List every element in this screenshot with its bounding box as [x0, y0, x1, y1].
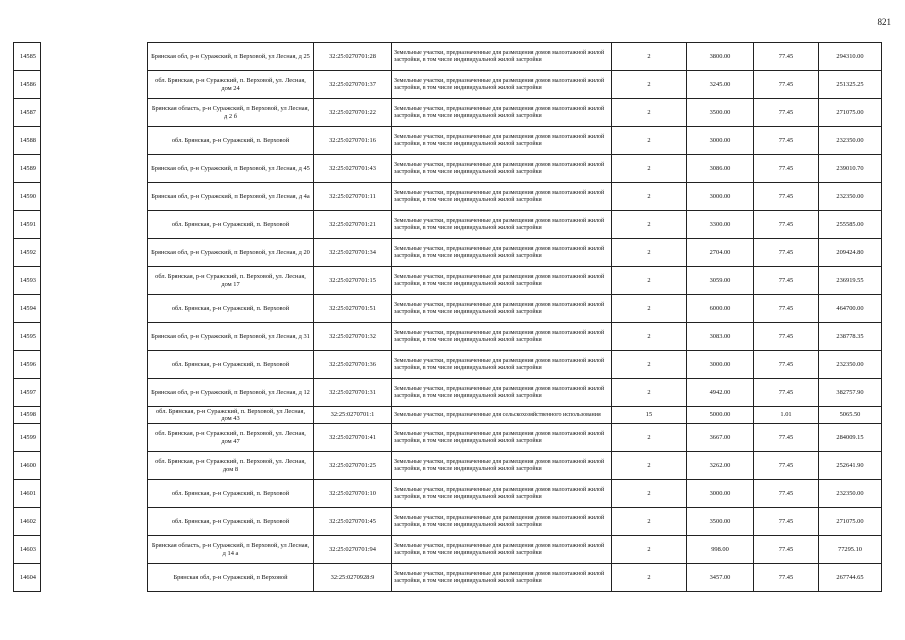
rate-cell: 77.45: [754, 155, 819, 183]
table-row: [14, 295, 882, 323]
spacer-cell: [41, 99, 148, 127]
rate-cell: 77.45: [754, 480, 819, 508]
area-cell: 6000.00: [687, 295, 754, 323]
parcel-number-cell: 14588: [14, 127, 41, 155]
table-row: [14, 267, 882, 295]
cadastral-value-cell: 209424.80: [819, 239, 882, 267]
land-use-cell: Земельные участки, предназначенные для размещения домов малоэтажной жилой застройки, в том числе индивидуальной жилой застройки: [392, 379, 612, 407]
area-cell: 4942.00: [687, 379, 754, 407]
spacer-cell: [41, 323, 148, 351]
area-cell: 3300.00: [687, 211, 754, 239]
address-cell: обл. Брянская, р-н Суражский, п. Верховой, ул Лесная, дом 43: [148, 407, 314, 424]
group-cell: 2: [612, 452, 687, 480]
cadastral-number-cell: 32:25:0270701:45: [314, 508, 392, 536]
area-cell: 3086.00: [687, 155, 754, 183]
table-row: [14, 424, 882, 452]
group-cell: 2: [612, 211, 687, 239]
address-cell: обл. Брянская, р-н Суражский, п. Верховой: [148, 351, 314, 379]
cadastral-value-cell: 239010.70: [819, 155, 882, 183]
cadastral-value-cell: 464700.00: [819, 295, 882, 323]
group-cell: 2: [612, 43, 687, 71]
parcel-number-cell: 14589: [14, 155, 41, 183]
parcel-number-cell: 14604: [14, 564, 41, 592]
address-cell: Брянская обл, р-н Суражский, п Верховой, ул Лесная, д 20: [148, 239, 314, 267]
group-cell: 2: [612, 564, 687, 592]
table-row: [14, 155, 882, 183]
cadastral-number-cell: 32:25:0270701:25: [314, 452, 392, 480]
rate-cell: 77.45: [754, 99, 819, 127]
area-cell: 3500.00: [687, 99, 754, 127]
parcel-number-cell: 14594: [14, 295, 41, 323]
group-cell: 2: [612, 127, 687, 155]
group-cell: 2: [612, 508, 687, 536]
group-cell: 2: [612, 424, 687, 452]
cadastral-number-cell: 32:25:0270701:15: [314, 267, 392, 295]
address-cell: Брянская область, р-н Суражский, п Верховой, ул Лесная, д 2 б: [148, 99, 314, 127]
cadastral-value-cell: 271075.00: [819, 99, 882, 127]
cadastral-value-cell: 294310.00: [819, 43, 882, 71]
spacer-cell: [41, 239, 148, 267]
group-cell: 2: [612, 536, 687, 564]
land-use-cell: Земельные участки, предназначенные для размещения домов малоэтажной жилой застройки, в том числе индивидуальной жилой застройки: [392, 536, 612, 564]
spacer-cell: [41, 155, 148, 183]
spacer-cell: [41, 211, 148, 239]
cadastral-value-cell: 232350.00: [819, 351, 882, 379]
table-row: [14, 43, 882, 71]
land-use-cell: Земельные участки, предназначенные для размещения домов малоэтажной жилой застройки, в том числе индивидуальной жилой застройки: [392, 267, 612, 295]
parcel-number-cell: 14599: [14, 424, 41, 452]
cadastral-value-cell: 251325.25: [819, 71, 882, 99]
cadastral-value-cell: 238778.35: [819, 323, 882, 351]
rate-cell: 77.45: [754, 183, 819, 211]
area-cell: 3500.00: [687, 508, 754, 536]
rate-cell: 77.45: [754, 323, 819, 351]
spacer-cell: [41, 267, 148, 295]
group-cell: 2: [612, 99, 687, 127]
area-cell: 3667.00: [687, 424, 754, 452]
cadastral-value-cell: 267744.65: [819, 564, 882, 592]
area-cell: 3000.00: [687, 127, 754, 155]
cadastral-number-cell: 32:25:0270701:32: [314, 323, 392, 351]
land-use-cell: Земельные участки, предназначенные для размещения домов малоэтажной жилой застройки, в том числе индивидуальной жилой застройки: [392, 155, 612, 183]
parcel-number-cell: 14597: [14, 379, 41, 407]
cadastral-number-cell: 32:25:0270701:37: [314, 71, 392, 99]
rate-cell: 77.45: [754, 536, 819, 564]
parcel-number-cell: 14603: [14, 536, 41, 564]
parcel-number-cell: 14592: [14, 239, 41, 267]
table-row: [14, 351, 882, 379]
rate-cell: 77.45: [754, 43, 819, 71]
table-row: [14, 536, 882, 564]
address-cell: обл. Брянская, р-н Суражский, п. Верховой: [148, 295, 314, 323]
address-cell: обл. Брянская, р-н Суражский, п. Верховой: [148, 480, 314, 508]
rate-cell: 77.45: [754, 267, 819, 295]
area-cell: 3083.00: [687, 323, 754, 351]
area-cell: 3000.00: [687, 480, 754, 508]
spacer-cell: [41, 480, 148, 508]
rate-cell: 77.45: [754, 351, 819, 379]
cadastral-value-cell: 284009.15: [819, 424, 882, 452]
group-cell: 2: [612, 239, 687, 267]
rate-cell: 77.45: [754, 508, 819, 536]
area-cell: 2704.00: [687, 239, 754, 267]
parcel-number-cell: 14600: [14, 452, 41, 480]
table-row: [14, 564, 882, 592]
cadastral-number-cell: 32:25:0270701:28: [314, 43, 392, 71]
cadastral-value-cell: 232350.00: [819, 127, 882, 155]
table-row: [14, 211, 882, 239]
area-cell: 998.00: [687, 536, 754, 564]
cadastral-number-cell: 32:25:0270701:21: [314, 211, 392, 239]
group-cell: 2: [612, 295, 687, 323]
land-use-cell: Земельные участки, предназначенные для размещения домов малоэтажной жилой застройки, в том числе индивидуальной жилой застройки: [392, 239, 612, 267]
rate-cell: 77.45: [754, 564, 819, 592]
group-cell: 2: [612, 323, 687, 351]
spacer-cell: [41, 295, 148, 323]
group-cell: 2: [612, 480, 687, 508]
group-cell: 2: [612, 71, 687, 99]
address-cell: обл. Брянская, р-н Суражский, п. Верховой, ул. Лесная, дом 24: [148, 71, 314, 99]
address-cell: Брянская обл, р-н Суражский, п Верховой: [148, 564, 314, 592]
spacer-cell: [41, 564, 148, 592]
cadastral-value-cell: 232350.00: [819, 480, 882, 508]
table-row: [14, 452, 882, 480]
address-cell: обл. Брянская, р-н Суражский, п. Верховой: [148, 127, 314, 155]
area-cell: 3457.00: [687, 564, 754, 592]
spacer-cell: [41, 71, 148, 99]
spacer-cell: [41, 452, 148, 480]
cadastral-value-table: [13, 42, 882, 592]
cadastral-number-cell: 32:25:0270701:43: [314, 155, 392, 183]
parcel-number-cell: 14596: [14, 351, 41, 379]
address-cell: Брянская обл, р-н Суражский, п Верховой, ул Лесная, д 45: [148, 155, 314, 183]
cadastral-value-cell: 382757.90: [819, 379, 882, 407]
land-use-cell: Земельные участки, предназначенные для размещения домов малоэтажной жилой застройки, в том числе индивидуальной жилой застройки: [392, 211, 612, 239]
cadastral-number-cell: 32:25:0270701:16: [314, 127, 392, 155]
address-cell: обл. Брянская, р-н Суражский, п. Верховой, ул. Лесная, дом 47: [148, 424, 314, 452]
spacer-cell: [41, 508, 148, 536]
group-cell: 2: [612, 267, 687, 295]
rate-cell: 77.45: [754, 379, 819, 407]
address-cell: обл. Брянская, р-н Суражский, п. Верховой: [148, 508, 314, 536]
cadastral-number-cell: 32:25:0270701:41: [314, 424, 392, 452]
area-cell: 3245.00: [687, 71, 754, 99]
land-use-cell: Земельные участки, предназначенные для размещения домов малоэтажной жилой застройки, в том числе индивидуальной жилой застройки: [392, 564, 612, 592]
spacer-cell: [41, 127, 148, 155]
land-use-cell: Земельные участки, предназначенные для размещения домов малоэтажной жилой застройки, в том числе индивидуальной жилой застройки: [392, 43, 612, 71]
cadastral-number-cell: 32:25:0270701:1: [314, 407, 392, 424]
land-use-cell: Земельные участки, предназначенные для размещения домов малоэтажной жилой застройки, в том числе индивидуальной жилой застройки: [392, 351, 612, 379]
address-cell: Брянская обл, р-н Суражский, п Верховой, ул Лесная, д 12: [148, 379, 314, 407]
spacer-cell: [41, 424, 148, 452]
table-row: [14, 71, 882, 99]
address-cell: обл. Брянская, р-н Суражский, п. Верховой, ул. Лесная, дом 17: [148, 267, 314, 295]
land-use-cell: Земельные участки, предназначенные для сельскохозяйственного использования: [392, 407, 612, 424]
rate-cell: 77.45: [754, 424, 819, 452]
table-row: [14, 379, 882, 407]
group-cell: 2: [612, 379, 687, 407]
table-row: [14, 127, 882, 155]
land-use-cell: Земельные участки, предназначенные для размещения домов малоэтажной жилой застройки, в том числе индивидуальной жилой застройки: [392, 295, 612, 323]
cadastral-number-cell: 32:25:0270701:94: [314, 536, 392, 564]
cadastral-number-cell: 32:25:0270701:51: [314, 295, 392, 323]
parcel-number-cell: 14587: [14, 99, 41, 127]
cadastral-number-cell: 32:25:0270701:34: [314, 239, 392, 267]
spacer-cell: [41, 43, 148, 71]
rate-cell: 77.45: [754, 239, 819, 267]
cadastral-value-cell: 271075.00: [819, 508, 882, 536]
land-use-cell: Земельные участки, предназначенные для размещения домов малоэтажной жилой застройки, в том числе индивидуальной жилой застройки: [392, 424, 612, 452]
group-cell: 2: [612, 183, 687, 211]
group-cell: 2: [612, 351, 687, 379]
cadastral-number-cell: 32:25:0270928:9: [314, 564, 392, 592]
parcel-number-cell: 14598: [14, 407, 41, 424]
cadastral-number-cell: 32:25:0270701:36: [314, 351, 392, 379]
table-row: [14, 508, 882, 536]
rate-cell: 77.45: [754, 71, 819, 99]
parcel-number-cell: 14590: [14, 183, 41, 211]
address-cell: Брянская обл, р-н Суражский, п Верховой, ул Лесная, д 4а: [148, 183, 314, 211]
land-use-cell: Земельные участки, предназначенные для размещения домов малоэтажной жилой застройки, в том числе индивидуальной жилой застройки: [392, 508, 612, 536]
address-cell: обл. Брянская, р-н Суражский, п. Верховой: [148, 211, 314, 239]
area-cell: 5000.00: [687, 407, 754, 424]
spacer-cell: [41, 351, 148, 379]
rate-cell: 77.45: [754, 127, 819, 155]
area-cell: 3059.00: [687, 267, 754, 295]
cadastral-value-cell: 255585.00: [819, 211, 882, 239]
cadastral-value-cell: 232350.00: [819, 183, 882, 211]
cadastral-number-cell: 32:25:0270701:22: [314, 99, 392, 127]
land-use-cell: Земельные участки, предназначенные для размещения домов малоэтажной жилой застройки, в том числе индивидуальной жилой застройки: [392, 183, 612, 211]
parcel-number-cell: 14595: [14, 323, 41, 351]
group-cell: 15: [612, 407, 687, 424]
cadastral-number-cell: 32:25:0270701:31: [314, 379, 392, 407]
land-use-cell: Земельные участки, предназначенные для размещения домов малоэтажной жилой застройки, в том числе индивидуальной жилой застройки: [392, 99, 612, 127]
table-row: [14, 323, 882, 351]
spacer-cell: [41, 536, 148, 564]
table-body: [14, 43, 882, 592]
cadastral-value-cell: 77295.10: [819, 536, 882, 564]
land-use-cell: Земельные участки, предназначенные для размещения домов малоэтажной жилой застройки, в том числе индивидуальной жилой застройки: [392, 323, 612, 351]
address-cell: Брянская область, р-н Суражский, п Верховой, ул Лесная, д 14 а: [148, 536, 314, 564]
address-cell: обл. Брянская, р-н Суражский, п. Верховой, ул. Лесная, дом 8: [148, 452, 314, 480]
table-row: [14, 407, 882, 424]
spacer-cell: [41, 183, 148, 211]
rate-cell: 77.45: [754, 211, 819, 239]
page-number: 821: [877, 17, 891, 27]
address-cell: Брянская обл, р-н Суражский, п Верховой, ул Лесная, д 25: [148, 43, 314, 71]
land-use-cell: Земельные участки, предназначенные для размещения домов малоэтажной жилой застройки, в том числе индивидуальной жилой застройки: [392, 71, 612, 99]
cadastral-number-cell: 32:25:0270701:11: [314, 183, 392, 211]
parcel-number-cell: 14591: [14, 211, 41, 239]
cadastral-value-cell: 5065.50: [819, 407, 882, 424]
rate-cell: 77.45: [754, 452, 819, 480]
parcel-number-cell: 14602: [14, 508, 41, 536]
table-row: [14, 99, 882, 127]
cadastral-number-cell: 32:25:0270701:10: [314, 480, 392, 508]
area-cell: 3800.00: [687, 43, 754, 71]
table-row: [14, 239, 882, 267]
rate-cell: 1.01: [754, 407, 819, 424]
parcel-number-cell: 14601: [14, 480, 41, 508]
cadastral-value-cell: 252641.90: [819, 452, 882, 480]
land-use-cell: Земельные участки, предназначенные для размещения домов малоэтажной жилой застройки, в том числе индивидуальной жилой застройки: [392, 480, 612, 508]
parcel-number-cell: 14593: [14, 267, 41, 295]
table-row: [14, 183, 882, 211]
spacer-cell: [41, 379, 148, 407]
cadastral-value-cell: 236919.55: [819, 267, 882, 295]
parcel-number-cell: 14586: [14, 71, 41, 99]
rate-cell: 77.45: [754, 295, 819, 323]
land-use-cell: Земельные участки, предназначенные для размещения домов малоэтажной жилой застройки, в том числе индивидуальной жилой застройки: [392, 127, 612, 155]
spacer-cell: [41, 407, 148, 424]
group-cell: 2: [612, 155, 687, 183]
area-cell: 3262.00: [687, 452, 754, 480]
area-cell: 3000.00: [687, 351, 754, 379]
area-cell: 3000.00: [687, 183, 754, 211]
land-use-cell: Земельные участки, предназначенные для размещения домов малоэтажной жилой застройки, в том числе индивидуальной жилой застройки: [392, 452, 612, 480]
parcel-number-cell: 14585: [14, 43, 41, 71]
address-cell: Брянская обл, р-н Суражский, п Верховой, ул Лесная, д 31: [148, 323, 314, 351]
table-row: [14, 480, 882, 508]
